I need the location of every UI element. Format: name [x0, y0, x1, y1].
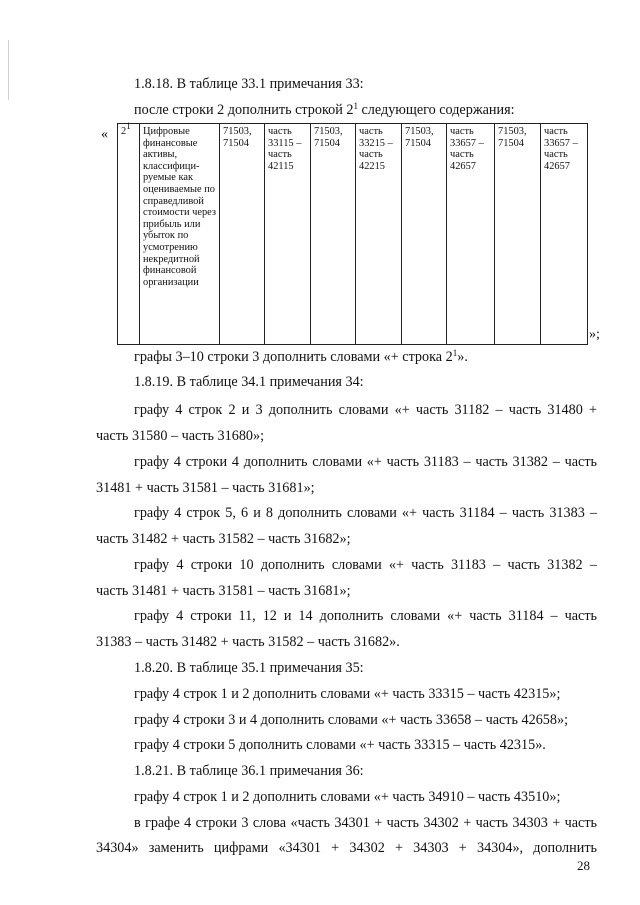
- paragraph-rows-11-14-line2: 31383 – часть 31482 + часть 31582 – часть 31682».: [96, 634, 400, 650]
- quote-open: «: [101, 127, 108, 142]
- table-row: [118, 124, 588, 345]
- paragraph-rows-11-14-line1: графу 4 строки 11, 12 и 14 дополнить словами «+ часть 31184 – часть: [134, 608, 597, 624]
- inserted-row-table: [117, 123, 588, 345]
- paragraph-row-10-line1: графу 4 строки 10 дополнить словами «+ часть 31183 – часть 31382 –: [134, 557, 597, 573]
- cell-row-number-sup: 1: [126, 121, 131, 131]
- paragraph-rows-5-6-8-line1: графу 4 строк 5, 6 и 8 дополнить словами «+ часть 31184 – часть 31383 –: [134, 505, 597, 521]
- paragraph-table-35-rows-1-2: графу 4 строк 1 и 2 дополнить словами «+ часть 33315 – часть 42315»;: [134, 686, 561, 702]
- cell-col-3: 71503, 71504: [220, 124, 265, 345]
- cell-col-7: 71503, 71504: [402, 124, 447, 345]
- paragraph-table-35-rows-3-4: графу 4 строки 3 и 4 дополнить словами «+ часть 33658 – часть 42658»;: [134, 712, 569, 728]
- cell-row-number-text: 2: [121, 126, 127, 137]
- cell-col-10: часть 33657 – часть 42657: [541, 124, 588, 345]
- cell-col-5: 71503, 71504: [311, 124, 356, 345]
- cell-col-9: 71503, 71504: [495, 124, 541, 345]
- paragraph-row-4-line2: 31481 + часть 31581 – часть 31681»;: [96, 480, 315, 496]
- paragraph-rows-2-3-line2: часть 31580 – часть 31680»;: [96, 428, 265, 444]
- paragraph-graphs-3-10: [134, 349, 468, 365]
- page-number: 28: [577, 858, 590, 873]
- cell-col-8: часть 33657 – часть 42657: [447, 124, 495, 345]
- paragraph-graphs-3-10-text-a: графы 3–10 строки 3 дополнить словами «+ строка 2: [134, 349, 453, 365]
- paragraph-table-36-row-3-line2: 34304» заменить цифрами «34301 + 34302 + 34303 + 34304», дополнить: [96, 840, 597, 856]
- paragraph-add-row: [134, 102, 515, 118]
- paragraph-row-4-line1: графу 4 строки 4 дополнить словами «+ часть 31183 – часть 31382 – часть: [134, 454, 597, 470]
- paragraph-add-row-text-a: после строки 2 дополнить строкой 2: [134, 102, 354, 118]
- superscript-1: 1: [353, 101, 358, 111]
- heading-1-8-21: 1.8.21. В таблице 36.1 примечания 36:: [134, 763, 364, 779]
- paragraph-rows-2-3-line1: графу 4 строк 2 и 3 дополнить словами «+ часть 31182 – часть 31480 +: [134, 402, 597, 418]
- paragraph-table-36-row-3-line1: в графе 4 строки 3 слова «часть 34301 + часть 34302 + часть 34303 + часть: [134, 815, 597, 831]
- heading-1-8-18: 1.8.18. В таблице 33.1 примечания 33:: [134, 76, 364, 92]
- cell-row-number: [118, 121, 140, 345]
- heading-1-8-19: 1.8.19. В таблице 34.1 примечания 34:: [134, 374, 364, 390]
- scan-margin-line: [8, 40, 9, 100]
- paragraph-rows-5-6-8-line2: часть 31482 + часть 31582 – часть 31682»;: [96, 531, 351, 547]
- paragraph-graphs-3-10-text-b: ».: [457, 349, 468, 365]
- paragraph-table-36-rows-1-2: графу 4 строк 1 и 2 дополнить словами «+ часть 34910 – часть 43510»;: [134, 789, 561, 805]
- superscript-1b: 1: [452, 348, 458, 358]
- cell-col-6: часть 33215 – часть 42215: [356, 124, 402, 345]
- quote-close: »;: [589, 327, 600, 342]
- cell-description: Цифровые финансовые активы, классифици-руемые как оцениваемые по справедливой стоимости через прибыль или убыток по усмотрению некредитной финансовой организации: [140, 124, 220, 345]
- paragraph-row-10-line2: часть 31481 + часть 31581 – часть 31681»;: [96, 583, 351, 599]
- cell-col-4: часть 33115 – часть 42115: [265, 124, 311, 345]
- heading-1-8-20: 1.8.20. В таблице 35.1 примечания 35:: [134, 660, 364, 676]
- paragraph-add-row-text-b: следующего содержания:: [357, 102, 515, 118]
- paragraph-table-35-row-5: графу 4 строки 5 дополнить словами «+ часть 33315 – часть 42315».: [134, 737, 546, 753]
